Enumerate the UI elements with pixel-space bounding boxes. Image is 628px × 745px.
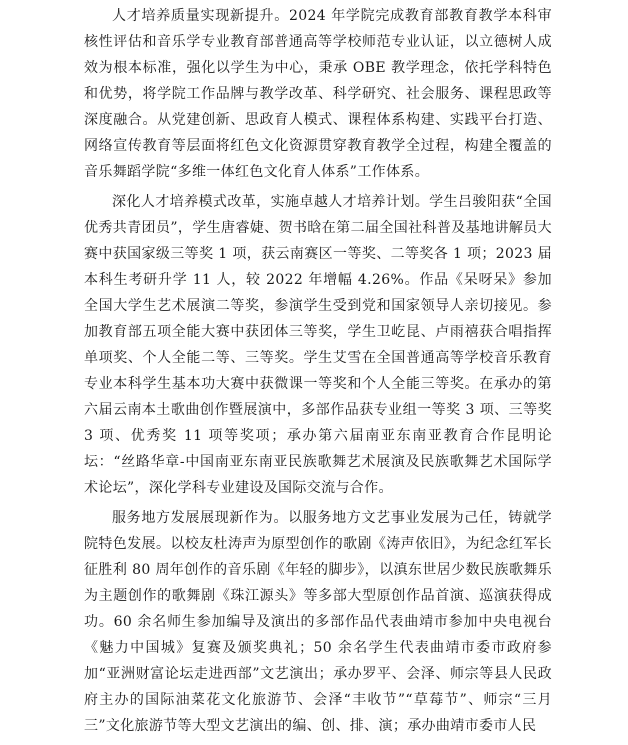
paragraph-talent-quality: 人才培养质量实现新提升。2024 年学院完成教育部教育教学本科审核性评估和音乐学专业教育部普通高等学校师范专业认证，以立德树人成效为根本标准，强化以学生为中心，秉承 OBE 教学理念，依托学科特色和优势，将学院工作品牌与教学改革、科学研究、社会服务、课程思政等深度融合。从党建创新、思政育人模式、课程体系构建、实践平台打造、网络宣传教育等层面将红色文化资源贯穿教育教学全过程，构建全覆盖的音乐舞蹈学院“多维一体红色文化育人体系”工作体系。 <box>84 8 552 180</box>
paragraph-local-service: 服务地方发展展现新作为。以服务地方文艺事业发展为己任，铸就学院特色发展。以校友杜涛声为原型创作的歌剧《涛声依旧》，为纪念红军长征胜利 80 周年创作的音乐剧《年轻的脚步》，以滇东世居少数民族歌舞乐为主题创作的歌舞剧《珠江源头》等多部大型原创作品首演、巡演获得成功。60 余名师生参加编导及演出的多部作品代表曲靖市参加中央电视台《魅力中国城》复赛及颁奖典礼；50 余名学生代表曲靖市委市政府参加“亚洲财富论坛走进西部”文艺演出；承办罗平、会泽、师宗等县人民政府主办的国际油菜花文化旅游节、会泽“丰收节”“草莓节”、师宗“三月三”文化旅游节等大型文艺演出的编、创、排、演；承办曲靖市委市人民 <box>84 510 552 734</box>
paragraph-training-reform: 深化人才培养模式改革，实施卓越人才培养计划。学生吕骏阳获“全国优秀共青团员”，学生唐睿婕、贺书晗在第二届全国社科普及基地讲解员大赛中获国家级三等奖 1 项，获云南赛区一等奖、二等奖各 1 项；2023 届本科生考研升学 11 人，较 2022 年增幅 4.26%。作品《呆呀呆》参加全国大学生艺术展演二等奖，参演学生受到党和国家领导人亲切接见。参加教育部五项全能大赛中获团体三等奖，学生卫屹昆、卢雨禧获合唱指挥单项奖、个人全能二等、三等奖。学生艾雪在全国普通高等学校音乐教育专业本科学生基本功大赛中获微课一等奖和个人全能三等奖。在承办的第六届云南本土歌曲创作暨展演中，多部作品获专业组一等奖 3 项、三等奖 3 项、优秀奖 11 项等奖项；承办第六届南亚东南亚教育合作昆明论坛：“丝路华章-中国南亚东南亚民族歌舞艺术展演及民族歌舞艺术国际学术论坛”，深化学科专业建设及国际交流与合作。 <box>84 194 552 496</box>
document-page <box>84 0 552 739</box>
